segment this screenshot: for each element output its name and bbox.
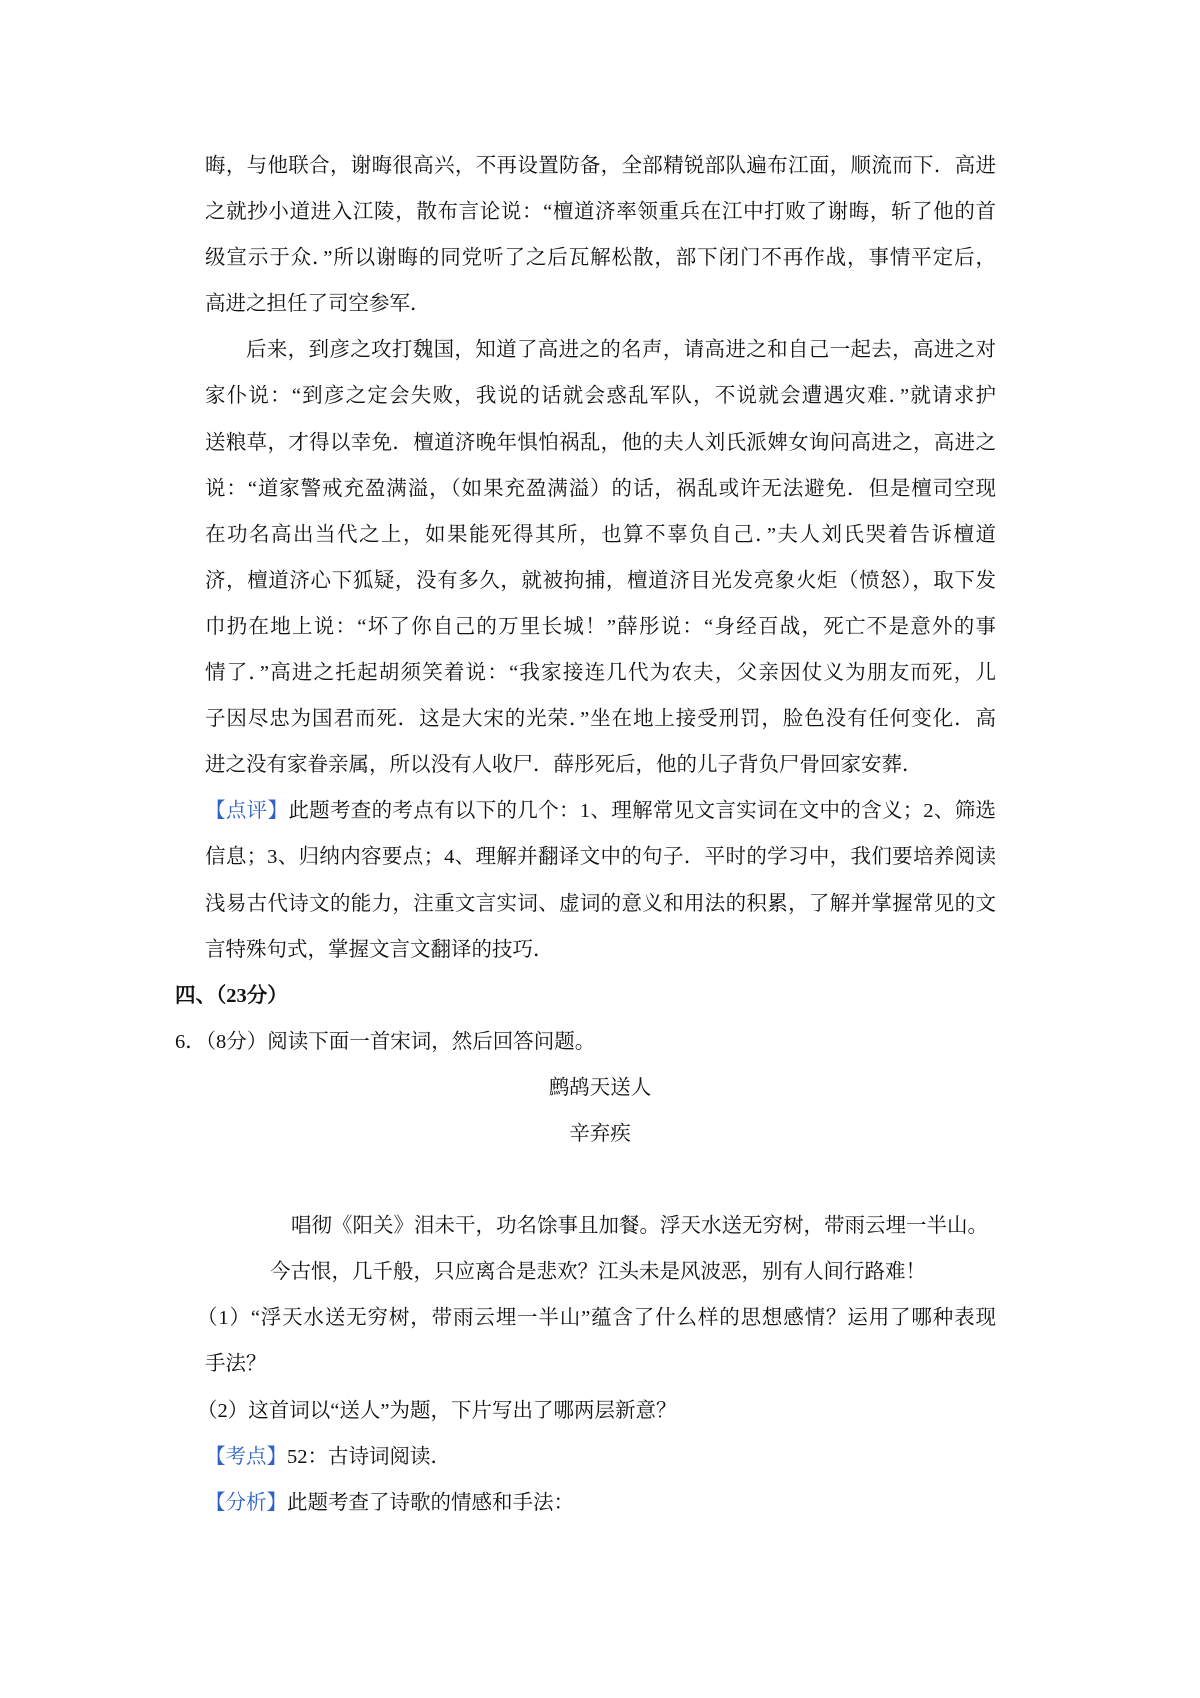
translation-line: 送粮草，才得以幸免．檀道济晚年惧怕祸乱，他的夫人刘氏派婢女询问高进之，高进之 bbox=[205, 431, 996, 454]
comment-block bbox=[0, 788, 1200, 972]
poem-line: 今古恨，几千般，只应离合是悲欢？江头未是风波恶，别有人间行路难！ bbox=[270, 1261, 926, 1284]
translation-line: 级宣示于众．”所以谢晦的同党听了之后瓦解松散，部下闭门不再作战，事情平定后， bbox=[205, 247, 996, 270]
poem-title: 鹧鸪天送人 bbox=[548, 1076, 652, 1099]
comment-line: 信息；3、归纳内容要点；4、理解并翻译文中的句子．平时的学习中，我们要培养阅读 bbox=[205, 846, 996, 869]
translation-line: 在功名高出当代之上，如果能死得其所，也算不辜负自己．”夫人刘氏哭着告诉檀道 bbox=[205, 523, 996, 546]
sub-question-line: （2）这首词以“送人”为题，下片写出了哪两层新意？ bbox=[197, 1399, 677, 1422]
exam-point-label: 【考点】 bbox=[205, 1445, 287, 1468]
translation-line: 进之没有家眷亲属，所以没有人收尸．薛彤死后，他的儿子背负尸骨回家安葬． bbox=[205, 754, 923, 777]
translation-paragraph-2 bbox=[0, 327, 1200, 788]
translation-line: 高进之担任了司空参军． bbox=[205, 293, 431, 316]
translation-line: 晦，与他联合，谢晦很高兴，不再设置防备，全部精锐部队遍布江面，顺流而下．高进 bbox=[205, 155, 996, 177]
analysis-label: 【分析】 bbox=[205, 1491, 287, 1514]
analysis-line bbox=[205, 1480, 996, 1526]
translation-paragraph-1 bbox=[0, 143, 1200, 327]
translation-line: 济，檀道济心下狐疑，没有多久，就被拘捕，檀道济目光发亮象火炬（愤怒），取下发 bbox=[205, 569, 996, 592]
comment-label: 【点评】 bbox=[205, 800, 289, 823]
analysis-text: 此题考查了诗歌的情感和手法： bbox=[287, 1491, 574, 1514]
poem-author: 辛弃疾 bbox=[569, 1122, 631, 1145]
comment-line: 浅易古代诗文的能力，注重文言实词、虚词的意义和用法的积累，了解并掌握常见的文 bbox=[205, 892, 996, 915]
exam-point-text: 52：古诗词阅读． bbox=[287, 1445, 451, 1468]
comment-text: 此题考查的考点有以下的几个：1、理解常见文言实词在文中的含义；2、筛选 bbox=[288, 800, 996, 823]
poem-line: 唱彻《阳关》泪未干，功名馀事且加餐。浮天水送无穷树，带雨云埋一半山。 bbox=[291, 1215, 988, 1238]
section-heading: 四、（23分） bbox=[175, 984, 288, 1007]
translation-line: 说：“道家警戒充盈满溢，（如果充盈满溢）的话，祸乱或许无法避免．但是檀司空现 bbox=[205, 477, 996, 500]
translation-line: 后来，到彦之攻打魏国，知道了高进之的名声，请高进之和自己一起去，高进之对 bbox=[246, 339, 996, 362]
translation-line: 子因尽忠为国君而死．这是大宋的光荣．”坐在地上接受刑罚，脸色没有任何变化．高 bbox=[205, 708, 996, 731]
sub-question-2 bbox=[0, 1388, 1200, 1434]
blank-line bbox=[0, 1157, 1200, 1203]
translation-line: 巾扔在地上说：“坏了你自己的万里长城！”薛彤说：“身经百战，死亡不是意外的事 bbox=[205, 615, 996, 638]
translation-line: 家仆说：“到彦之定会失败，我说的话就会惑乱军队，不说就会遭遇灾难．”就请求护 bbox=[205, 385, 996, 408]
sub-question-line: （1）“浮天水送无穷树，带雨云埋一半山”蕴含了什么样的思想感情？运用了哪种表现 bbox=[197, 1307, 996, 1330]
translation-line: 之就抄小道进入江陵，散布言论说：“檀道济率领重兵在江中打败了谢晦，斩了他的首 bbox=[205, 201, 996, 224]
translation-line: 情了．”高进之托起胡须笑着说：“我家接连几代为农夫，父亲因仗义为朋友而死，儿 bbox=[205, 662, 996, 685]
comment-line bbox=[205, 788, 996, 834]
sub-question-1 bbox=[0, 1295, 1200, 1387]
exam-point-line bbox=[205, 1434, 996, 1480]
question-stem: 6．（8分）阅读下面一首宋词，然后回答问题。 bbox=[175, 1030, 596, 1053]
poem-block bbox=[0, 1065, 1200, 1295]
page-content bbox=[0, 143, 1200, 1526]
comment-line: 言特殊句式，掌握文言文翻译的技巧． bbox=[205, 938, 554, 961]
sub-question-line: 手法？ bbox=[205, 1353, 267, 1376]
